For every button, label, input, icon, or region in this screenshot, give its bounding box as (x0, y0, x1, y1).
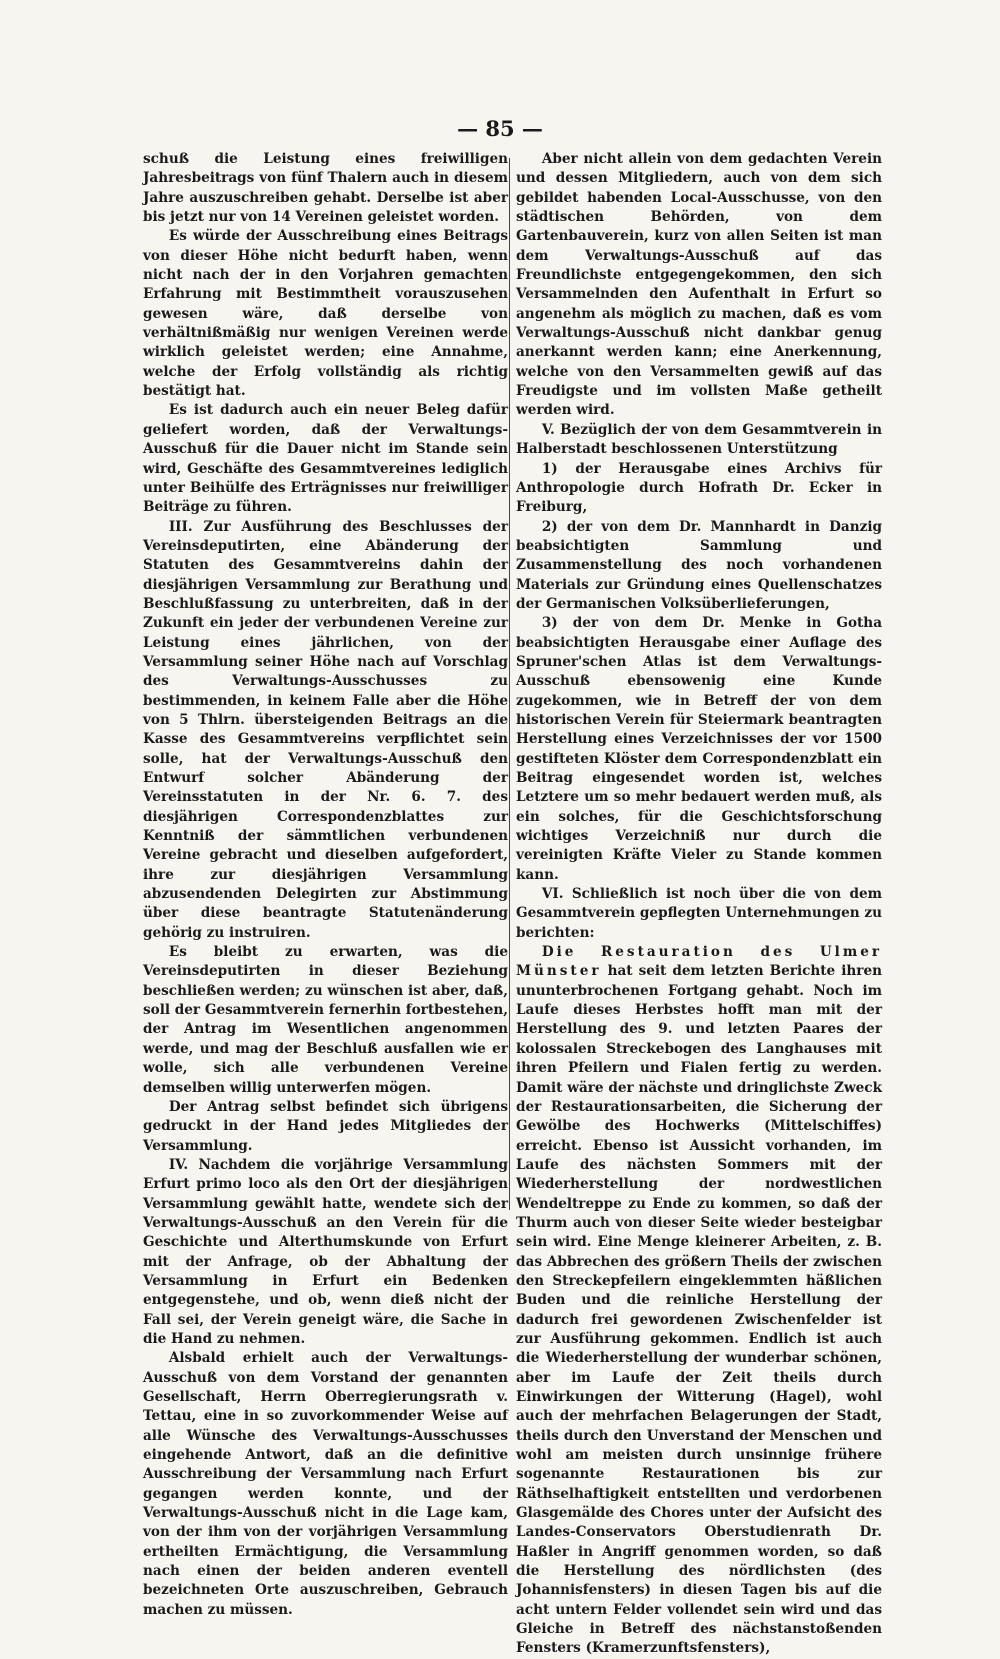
paragraph: Es ist dadurch auch ein neuer Beleg dafür geliefert worden, daß der Verwaltungs-Ausschuß für die Dauer nicht im Stande sein wird, Geschäfte des Gesammtvereines lediglich unter Beihülfe des Erträgnisses nur freiwilliger Beiträge zu führen. (143, 402, 508, 516)
paragraph: V. Bezüglich der von dem Gesammtverein in Halberstadt beschlossenen Unterstützung (516, 421, 882, 458)
paragraph: Aber nicht allein von dem gedachten Verein und dessen Mitgliedern, auch von dem sich gebildet habenden Local-Ausschusse, von den städtischen Behörden, von dem Gartenbauverein, kurz von allen Seiten ist man dem Verwaltungs-Ausschuß auf das Freundlichste entgegengekommen, den sich Versammelnden den Aufenthalt in Erfurt so angenehm als möglich zu machen, daß es vom Verwaltungs-Ausschuß nicht dankbar genug anerkannt werden kann; eine Anerkennung, welche von den Versammelten gewiß auf das Freudigste und im vollsten Maße getheilt werden wird. (516, 151, 882, 419)
paragraph: Der Antrag selbst befindet sich übrigens gedruckt in der Hand jedes Mitgliedes der Versammlung. (143, 1098, 508, 1154)
spaced-heading: Die Restauration des Ulmer Münster (516, 944, 882, 980)
paragraph: Es bleibt zu erwarten, was die Vereinsdeputirten in dieser Beziehung beschließen werden; zu wünschen ist aber, daß, soll der Gesammtverein fernerhin fortbestehen, der Antrag im Wesentlichen angenommen werde, und mag der Beschluß ausfallen wie er wolle, sich alle verbundenen Vereine demselben willig unterwerfen mögen. (143, 944, 508, 1096)
paragraph: 1) der Herausgabe eines Archivs für Anthropologie durch Hofrath Dr. Ecker in Freiburg, (516, 460, 882, 516)
paragraph: IV. Nachdem die vorjährige Versammlung Erfurt primo loco als den Ort der diesjährigen Versammlung gewählt hatte, wendete sich der Verwaltungs-Ausschuß an den Verein für die Geschichte und Alterthumskunde von Erfurt mit der Anfrage, ob der Abhaltung der Versammlung in Erfurt ein Bedenken entgegenstehe, und ob, wenn dieß nicht der Fall sei, der Verein geneigt wäre, die Sache in die Hand zu nehmen. (143, 1156, 508, 1347)
column-divider (509, 158, 510, 1210)
paragraph: Alsbald erhielt auch der Verwaltungs-Ausschuß von dem Vorstand der genannten Gesellschaft, Herrn Oberregierungsrath v. Tettau, eine in so zuvorkommender Weise auf alle Wünsche des Verwaltungs-Ausschusses eingehende Antwort, daß an die definitive Ausschreibung der Versammlung nach Erfurt gegangen werden konnte, und der Verwaltungs-Ausschuß nicht in die Lage kam, von der ihm von der vorjährigen Versammlung ertheilten Ermächtigung, die Versammlung nach einen der beiden anderen eventell bezeichneten Orte auszuschreiben, Gebrauch machen zu müssen. (143, 1350, 508, 1618)
paragraph: VI. Schließlich ist noch über die von dem Gesammtverein gepflegten Unternehmungen zu berichten: (516, 886, 882, 941)
paragraph: III. Zur Ausführung des Beschlusses der Vereinsdeputirten, eine Abänderung der Statuten des Gesammtvereins dahin der diesjährigen Versammlung zur Berathung und Beschlußfassung zu unterbreiten, daß in der Zukunft ein jeder der verbundenen Vereine zur Leistung eines jährlichen, von der Versammlung seiner Höhe nach auf Vorschlag des Verwaltungs-Ausschusses zu bestimmenden, in keinem Falle aber die Höhe von 5 Thlrn. übersteigenden Beitrags an die Kasse des Gesammtvereins verpflichtet sein solle, hat der Verwaltungs-Ausschuß den Entwurf solcher Abänderung der Vereinsstatuten in der Nr. 6. 7. des diesjährigen Correspondenzblattes zur Kenntniß der sämmtlichen verbundenen Vereine gebracht und dieselben aufgefordert, ihre zur diesjährigen Versammlung abzusendenden Delegirten zur Abstimmung über diese beantragte Statutenänderung gehörig zu instruiren. (143, 518, 508, 941)
page-number: — 85 — (457, 116, 543, 141)
paragraph: 3) der von dem Dr. Menke in Gotha beabsichtigten Herausgabe einer Auflage des Spruner'schen Atlas ist dem Verwaltungs-Ausschuß ebensowenig eine Kunde zugekommen, wie in Betreff der von dem historischen Verein für Steiermark beantragten Herstellung eines Verzeichnisses der vor 1500 gestifteten Klöster dem Correspondenzblatt ein Beitrag eingesendet worden ist, welches Letztere um so mehr bedauert werden muß, als ein solches, für die Geschichtsforschung wichtiges Verzeichniß nur durch die vereinigten Kräfte Vieler zu Stande kommen kann. (516, 615, 882, 883)
paragraph-text: hat seit dem letzten Berichte ihren ununterbrochenen Fortgang gehabt. Noch im Laufe dieses Herbstes hofft man mit der Herstellung des 9. und letzten Paares der kolossalen Streckebogen des Langhauses mit ihren Pfeilern und Fialen fertig zu werden. Damit wäre der nächste und dringlichste Zweck der Restaurationsarbeiten, die Sicherung der Gewölbe des Hochwerks (Mittelschiffes) erreicht. Ebenso ist Aussicht vorhanden, im Laufe des nächsten Sommers mit der Wiederherstellung der nordwestlichen Wendeltreppe zu Ende zu kommen, so daß der Thurm auch von dieser Seite wieder besteigbar sein wird. Eine Menge kleinerer Arbeiten, z. B. das Abbrechen des größern Theils der zwischen den Streckepfeilern eingeklemmten häßlichen Buden und die reinliche Herstellung der dadurch frei gewordenen Zwischenfelder ist zur Ausführung gekommen. Endlich ist auch die Wiederherstellung der wunderbar schönen, aber im Laufe der Zeit theils durch Einwirkungen der Witterung (Hagel), wohl auch der mehrfachen Belagerungen der Stadt, theils durch den Unverstand der Menschen und wohl am meisten durch unsinnige frühere sogenannte Restaurationen bis zur Räthselhaftigkeit entstellten und verdorbenen Glasgemälde des Chores unter der Aufsicht des Landes-Conservators Oberstudienrath Dr. Haßler in Angriff genommen worden, so daß die Herstellung des nördlichsten (des Johannisfensters) in diesen Tagen bis auf die acht untern Felder vollendet sein wird und das Gleiche in Betreff des nächstanstoßenden Fensters (Kramerzunftsfensters), (516, 963, 882, 1657)
right-column (516, 150, 882, 1659)
paragraph: schuß die Leistung eines freiwilligen Jahresbeitrags von fünf Thalern auch in diesem Jahre auszuschreiben gehabt. Derselbe ist aber bis jetzt nur von 14 Vereinen geleistet worden. (143, 151, 508, 226)
paragraph: 2) der von dem Dr. Mannhardt in Danzig beabsichtigten Sammlung und Zusammenstellung des noch vorhandenen Materials zur Gründung eines Quellenschatzes der Germanischen Volksüberlieferungen, (516, 518, 882, 612)
paragraph (516, 943, 882, 1659)
left-column (143, 150, 508, 1620)
paragraph: Es würde der Ausschreibung eines Beitrags von dieser Höhe nicht bedurft haben, wenn nicht nach der in den Vorjahren gemachten Erfahrung mit Bestimmtheit vorauszusehen gewesen wäre, daß derselbe von verhältnißmäßig nur wenigen Vereinen werde wirklich geleistet werden; eine Annahme, welche der Erfolg vollständig als richtig bestätigt hat. (143, 228, 508, 400)
